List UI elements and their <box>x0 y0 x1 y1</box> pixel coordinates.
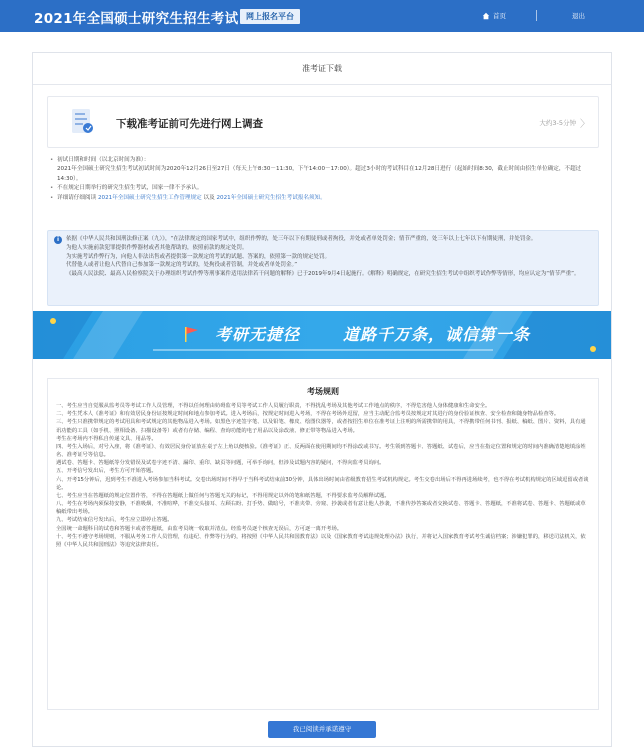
warning-text: 为他人实施前款犯罪提供作弊器材或者其他帮助的，依照前款的规定处罚。 <box>66 244 248 251</box>
note-line: • 不在规定日期举行的研究生招生考试，国家一律不予承认。 <box>49 184 601 193</box>
home-icon <box>482 12 490 20</box>
legal-warning <box>47 230 599 306</box>
exam-rules <box>47 378 599 710</box>
document-icon <box>68 107 96 137</box>
rule-paragraph: 一、考生应当自觉服从监考员等考试工作人员管理，不得以任何理由妨碍监考员等考试工作人员履行职责，不得扰乱考场及其他考试工作地点的秩序，不得危害他人身体健康和生命安全。 <box>56 403 491 410</box>
note-line: • 初试日期和时间（以北京时间为准）： <box>49 156 601 165</box>
app-title: 2021年全国硕士研究生招生考试 <box>34 11 239 27</box>
rule-paragraph: 全国统一命题科目的试卷和答题卡或者答题纸，由监考员统一收取并清点。经监考员逐个核查无误后，方可逐一离开考场。 <box>56 525 343 532</box>
exam-notes <box>49 156 601 203</box>
rule-paragraph: 七、考生应当在答题纸的规定位置作答，不得在答题纸上做任何与答题无关的标记，不得用规定以外的笔和纸答题，不得要求监考员解释试题。 <box>56 492 390 499</box>
home-label: 首页 <box>493 12 506 20</box>
rule-paragraph: 八、考生在考场内须保持安静，不准吸烟，不准喧哗，不准交头接耳、左顾右盼、打手势、做暗号，不准夹带、旁窥、抄袭或者有意让他人抄袭，不准传抄答案或者交换试卷、答题卡、答题纸，不准将试卷、答题卡、答题纸或草稿纸带出考场。 <box>56 501 586 516</box>
banner-slogan-left: 考研无捷径 <box>215 325 301 344</box>
warning-text: 为实施考试作弊行为，向他人非法出售或者提供第一款规定的考试的试题、答案的，依照第一款的规定处罚。 <box>66 253 331 260</box>
top-header <box>0 0 644 32</box>
info-icon: i <box>54 236 62 244</box>
survey-entry[interactable] <box>47 96 599 148</box>
banner-slogan-right: 道路千万条，诚信第一条 <box>343 325 531 344</box>
logout-link[interactable]: 退出 <box>572 12 585 20</box>
survey-duration: 大约3-5分钟 <box>539 119 576 127</box>
integrity-banner <box>33 311 611 359</box>
rule-paragraph: 六、开考15分钟后，迟到考生不准进入考场参加当科考试。交卷出场时间不得早于当科考试结束前30分钟，具体出场时间由省级教育招生考试机构规定。考生交卷出场后不得再进场续考，也不得在考试机构规定的区域逗留或者谈论。 <box>56 476 589 491</box>
agree-button[interactable]: 我已阅读并承诺遵守 <box>268 721 376 738</box>
rule-paragraph: 十、考生不遵守考场规则，不服从考务工作人员管理，有违纪、作弊等行为的，将按照《中华人民共和国教育法》以及《国家教育考试违规处理办法》执行，并将记入国家教育考试考生诚信档案；涉嫌犯罪的，移送司法机关，依照《中华人民共和国刑法》等追究法律责任。 <box>56 533 586 548</box>
page-title: 准考证下载 <box>33 53 611 85</box>
regulation-link[interactable]: 2021年全国硕士研究生招生工作管理规定 <box>97 194 202 201</box>
note-prefix: 详细请仔细阅读 <box>57 194 97 201</box>
rules-title: 考场规则 <box>307 387 339 396</box>
flag-icon <box>183 325 201 343</box>
registration-guide-link[interactable]: 2021年全国硕士研究生招生考试报名须知。 <box>216 194 326 201</box>
rule-paragraph: 二、考生凭本人《准考证》和有效居民身份证按规定时间和地点参加考试。进入考场后，按规定时间进入考场，不得在考场外逗留，应当主动配合监考员按规定对其进行的身份验证核查、安全检查和随身物品检查等。 <box>56 411 560 418</box>
rule-paragraph: 四、考生入场后，对号入座，将《准考证》、有效居民身份证放在桌子左上角以便核验。《准考证》正、反两面在使用期间均不得涂改或书写。考生领到答题卡、答题纸、试卷后，应当在指定位置和规定的时间内准确清楚地填涂姓名、准考证号等信息。 <box>56 443 586 459</box>
survey-label: 下载准考证前可先进行网上调查 <box>116 118 263 130</box>
warning-text: 《最高人民法院、最高人民检察院关于办理组织考试作弊等刑事案件适用法律若干问题的解释》已于2019年9月4日起施行。《解释》明确规定，在研究生招生考试中组织考试作弊等情形，均应认定为“情节严重”。 <box>66 271 580 278</box>
rule-paragraph: 五、开考信号发出后，考生方可开始答题。 <box>56 468 157 475</box>
warning-text: 代替他人或者让他人代替自己参加第一款规定的考试的，处拘役或者管制，并处或者单处罚金。” <box>66 262 298 269</box>
home-link[interactable] <box>482 11 506 20</box>
note-line: 2021年全国硕士研究生招生考试初试时间为2020年12月26日至27日（每天上午8:30－11:30，下午14:00－17:00）。超过3小时的考试科目在12月28日进行（起始时间8:30，截止时间由招生单位确定，不超过14:30）。 <box>57 166 582 182</box>
chevron-right-icon: 〉 <box>580 119 590 130</box>
rule-paragraph: 遇试卷、答题卡、答题纸等分发错误及试卷字迹不清、漏印、重印、缺页等问题，可举手询问，但涉及试题内容的疑问，不得向监考员询问。 <box>56 460 385 467</box>
platform-badge: 网上报名平台 <box>240 9 300 24</box>
rule-paragraph: 考生在考场内不得私自传递文具、用品等。 <box>56 435 157 442</box>
warning-text: 依据《中华人民共和国刑法修正案（九）》，“在法律规定的国家考试中，组织作弊的，处三年以下有期徒刑或者拘役，并处或者单处罚金；情节严重的，处三年以上七年以下有期徒刑，并处罚金。 <box>66 236 537 242</box>
note-line <box>49 194 601 203</box>
header-divider <box>536 10 537 21</box>
rule-paragraph: 三、考生只准携带规定的考试用具和考试规定的其他物品进入考场。如黑色字迹签字笔、以及铅笔、橡皮、绘图仪器等，或者按招生单位在准考证上注明的所需携带的用具，不得携带任何书刊、报纸、稿纸、图片、资料，具有通讯功能的工具（如手机、照相设备、扫描设备等）或者有存储、编程、查询功能的电子用品以及涂改液、修正带等物品进入考场。 <box>56 419 586 434</box>
rule-paragraph: 九、考试结束信号发出后，考生应立即停止答题。 <box>56 517 173 524</box>
main-card <box>32 52 612 747</box>
note-mid: 以及 <box>203 194 215 201</box>
